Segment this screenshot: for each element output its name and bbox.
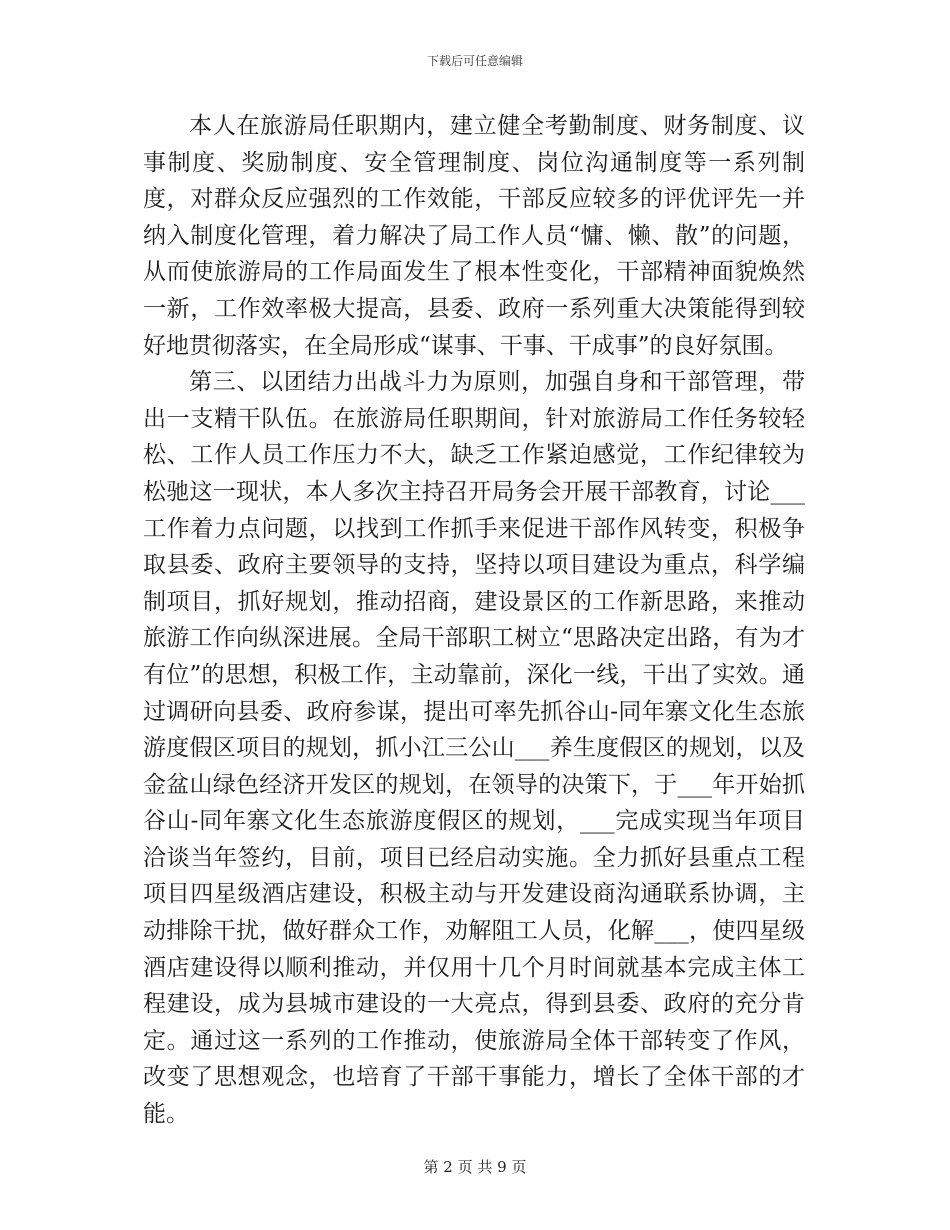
download-note: 下载后可任意编辑 bbox=[426, 54, 523, 68]
document-body bbox=[143, 108, 805, 1133]
paragraph-team-management: 第三、以团结力出战斗力为原则，加强自身和干部管理，带出一支精干队伍。在旅游局任职期间，针对旅游局工作任务较轻松、工作人员工作压力不大，缺乏工作紧迫感觉，工作纪律较为松驰这一现状，本人多次主持召开局务会开展干部教育，讨论___工作着力点问题，以找到工作抓手来促进干部作风转变，积极争取县委、政府主要领导的支持，坚持以项目建设为重点，科学编制项目，抓好规划，推动招商，建设景区的工作新思路，来推动旅游工作向纵深进展。全局干部职工树立“思路决定出路，有为才有位”的思想，积极工作，主动靠前，深化一线，干出了实效。通过调研向县委、政府参谋，提出可率先抓谷山-同年寨文化生态旅游度假区项目的规划，抓小江三公山___养生度假区的规划，以及金盆山绿色经济开发区的规划，在领导的决策下，于___年开始抓谷山-同年寨文化生态旅游度假区的规划，___完成实现当年项目洽谈当年签约，目前，项目已经启动实施。全力抓好县重点工程项目四星级酒店建设，积极主动与开发建设商沟通联系协调，主动排除干扰，做好群众工作，劝解阻工人员，化解___，使四星级酒店建设得以顺利推动，并仅用十几个月时间就基本完成主体工程建设，成为县城市建设的一大亮点，得到县委、政府的充分肯定。通过这一系列的工作推动，使旅游局全体干部转变了作风，改变了思想观念，也培育了干部干事能力，增长了全体干部的才能。 bbox=[143, 369, 805, 1128]
page-number: 第 2 页 共 9 页 bbox=[423, 1158, 527, 1176]
paragraph-system-building: 本人在旅游局任职期内，建立健全考勤制度、财务制度、议事制度、奖励制度、安全管理制度、岗位沟通制度等一系列制度，对群众反应强烈的工作效能，干部反应较多的评优评先一并纳入制度化管理，着力解决了局工作人员“慵、懒、散”的问题，从而使旅游局的工作局面发生了根本性变化，干部精神面貌焕然一新，工作效率极大提高，县委、政府一系列重大决策能得到较好地贯彻落实，在全局形成“谋事、干事、干成事”的良好氛围。 bbox=[143, 113, 805, 359]
